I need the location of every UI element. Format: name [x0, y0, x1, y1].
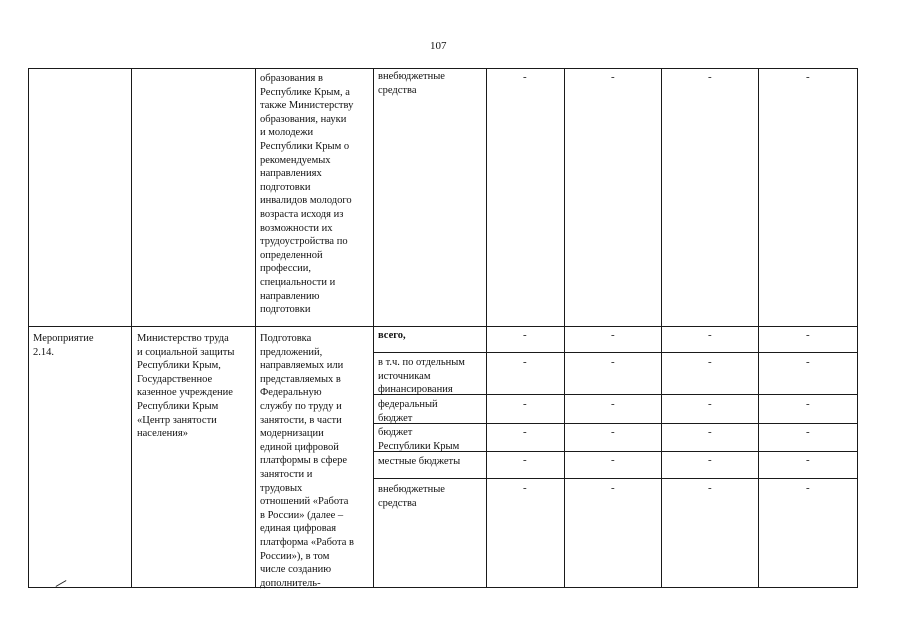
block1-value-1: -	[523, 71, 527, 83]
source-federal: федеральный бюджет	[378, 399, 438, 424]
local-value-2: -	[611, 454, 615, 466]
block1-value-3: -	[708, 71, 712, 83]
total-value-1: -	[523, 329, 527, 341]
local-value-1: -	[523, 454, 527, 466]
event-number: Мероприятие 2.14.	[33, 333, 94, 358]
col-border	[564, 68, 565, 587]
source-total: всего,	[378, 330, 406, 341]
block-divider	[28, 326, 858, 327]
local-value-3: -	[708, 454, 712, 466]
table-bottom-border	[28, 587, 858, 588]
offbudget-value-2: -	[611, 482, 615, 494]
pen-mark	[56, 580, 67, 587]
regional-value-2: -	[611, 426, 615, 438]
regional-value-3: -	[708, 426, 712, 438]
regional-value-1: -	[523, 426, 527, 438]
block1-description: образования в Республике Крым, а также Министерству образования, науки и молодежи Республики Крым о рекомендуемых направлениях подготовки инвалидов молодого возраста исходя из возможности их трудоустройства по определенной профессии, специальности и направлению подготовки	[260, 73, 354, 316]
offbudget-value-4: -	[806, 482, 810, 494]
offbudget-value-1: -	[523, 482, 527, 494]
event-description: Подготовка предложений, направляемых или представляемых в Федеральную службу по труду и занятости, в части модернизации единой цифровой платформы в сфере занятости и трудовых отношений «Работа в России» (далее – единая цифровая платформа «Работа в России»), в том числе созданию дополнитель-	[260, 333, 355, 589]
col-border	[373, 68, 374, 587]
col-border	[486, 68, 487, 587]
regional-value-4: -	[806, 426, 810, 438]
total-value-2: -	[611, 329, 615, 341]
block1-value-2: -	[611, 71, 615, 83]
source-regional: бюджет Республики Крым	[378, 427, 460, 452]
row-divider	[373, 478, 858, 479]
col-border	[28, 68, 29, 587]
breakdown-value-4: -	[806, 356, 810, 368]
breakdown-value-2: -	[611, 356, 615, 368]
offbudget-value-3: -	[708, 482, 712, 494]
federal-value-2: -	[611, 398, 615, 410]
breakdown-value-1: -	[523, 356, 527, 368]
federal-value-4: -	[806, 398, 810, 410]
col-border	[255, 68, 256, 587]
executor-text: Министерство труда и социальной защиты Республики Крым, Государственное казенное учреждение Республики Крым «Центр занятости населения»	[137, 333, 235, 440]
block1-value-4: -	[806, 71, 810, 83]
local-value-4: -	[806, 454, 810, 466]
table-top-border	[28, 68, 858, 69]
col-border	[758, 68, 759, 587]
block1-source-offbudget: внебюджетные средства	[378, 71, 445, 96]
page-number: 107	[430, 40, 447, 52]
col-border	[131, 68, 132, 587]
row-divider	[373, 352, 858, 353]
row-divider	[373, 423, 858, 424]
col-border	[857, 68, 858, 587]
source-breakdown: в т.ч. по отдельным источникам финансирования	[378, 357, 465, 396]
total-value-4: -	[806, 329, 810, 341]
total-value-3: -	[708, 329, 712, 341]
col-border	[661, 68, 662, 587]
breakdown-value-3: -	[708, 356, 712, 368]
source-local: местные бюджеты	[378, 456, 461, 467]
federal-value-3: -	[708, 398, 712, 410]
federal-value-1: -	[523, 398, 527, 410]
source-offbudget: внебюджетные средства	[378, 484, 445, 509]
